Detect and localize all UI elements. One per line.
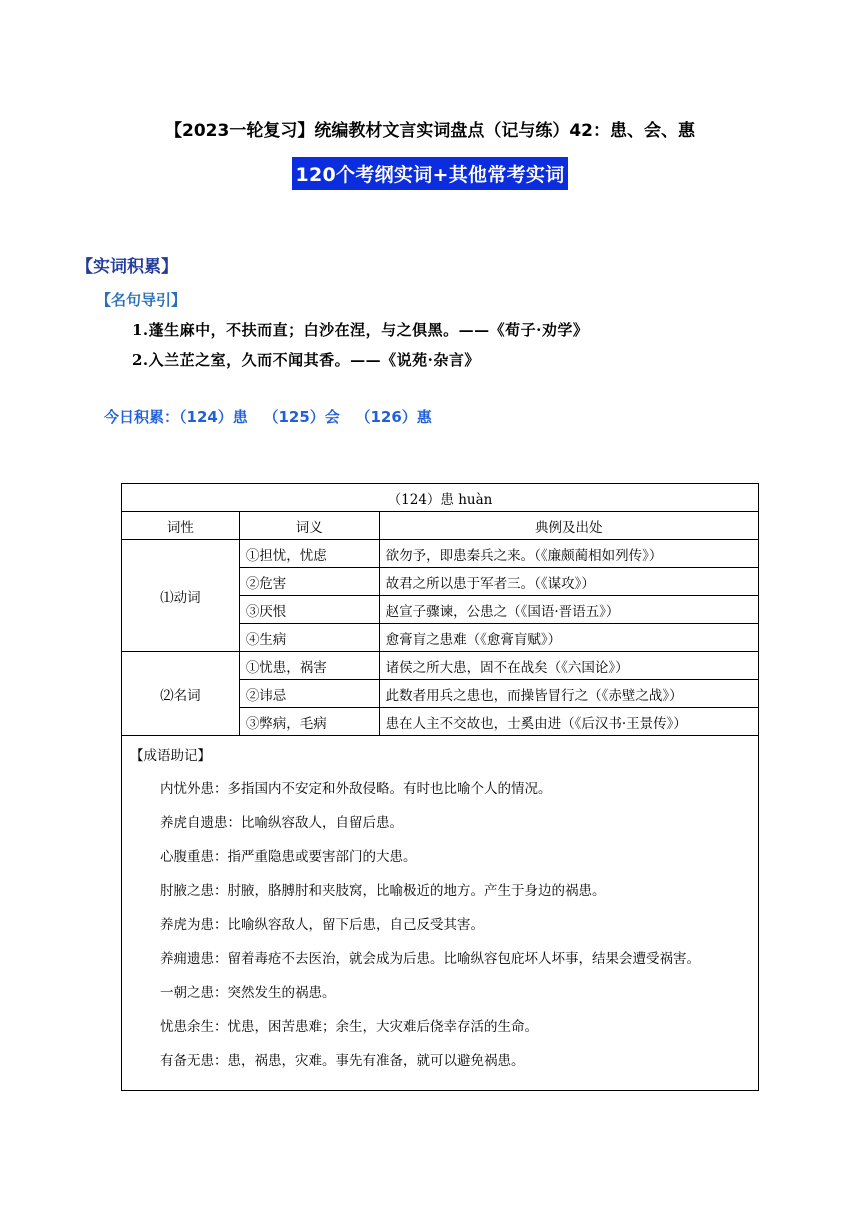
quote-line: 2.入兰芷之室，久而不闻其香。——《说苑·杂言》 bbox=[132, 351, 480, 369]
meaning-cell: ①忧患，祸害 bbox=[239, 652, 379, 680]
idiom-item: 养痈遗患：留着毒疮不去医治，就会成为后患。比喻纵容包庇坏人坏事，结果会遭受祸害。 bbox=[160, 951, 700, 967]
idiom-item: 心腹重患：指严重隐患或要害部门的大患。 bbox=[160, 849, 417, 865]
idiom-section bbox=[122, 736, 759, 1091]
idiom-item: 肘腋之患：肘腋，胳膊肘和夹肢窝，比喻极近的地方。产生于身边的祸患。 bbox=[160, 883, 606, 899]
pos-cell: ⑴动词 bbox=[122, 540, 240, 652]
table-row bbox=[122, 540, 759, 568]
example-cell: 诸侯之所大患，固不在战矣（《六国论》） bbox=[379, 652, 758, 680]
idiom-item: 内忧外患：多指国内不安定和外敌侵略。有时也比喻个人的情况。 bbox=[160, 781, 552, 797]
word-table bbox=[121, 483, 759, 1091]
meaning-cell: ④生病 bbox=[239, 624, 379, 652]
idiom-item: 一朝之患：突然发生的祸患。 bbox=[160, 985, 336, 1001]
example-cell: 患在人主不交故也，士奚由进（《后汉书·王景传》） bbox=[379, 708, 758, 736]
banner-container bbox=[0, 157, 860, 190]
document-title: 【2023一轮复习】统编教材文言实词盘点（记与练）42：患、会、惠 bbox=[165, 121, 695, 141]
idiom-item: 养虎为患：比喻纵容敌人，留下后患，自己反受其害。 bbox=[160, 917, 484, 933]
example-cell: 欲勿予，即患秦兵之来。（《廉颇蔺相如列传》） bbox=[379, 540, 758, 568]
column-header-example: 典例及出处 bbox=[379, 512, 758, 540]
example-cell: 故君之所以患于军者三。（《谋攻》） bbox=[379, 568, 758, 596]
quote-line: 1.蓬生麻中，不扶而直；白沙在涅，与之俱黑。——《荀子·劝学》 bbox=[132, 321, 589, 339]
idiom-item: 忧患余生：忧患，困苦患难；余生，大灾难后侥幸存活的生命。 bbox=[160, 1019, 538, 1035]
example-cell: 赵宣子骤谏，公患之（《国语·晋语五》） bbox=[379, 596, 758, 624]
pos-cell: ⑵名词 bbox=[122, 652, 240, 736]
today-accumulation: 今日积累：（124）患 （125）会 （126）惠 bbox=[104, 408, 432, 426]
meaning-cell: ③厌恨 bbox=[239, 596, 379, 624]
idiom-item: 有备无患：患，祸患，灾难。事先有准备，就可以避免祸患。 bbox=[160, 1053, 525, 1069]
example-cell: 此数者用兵之患也，而操皆冒行之（《赤壁之战》） bbox=[379, 680, 758, 708]
meaning-cell: ②危害 bbox=[239, 568, 379, 596]
idiom-title: 【成语助记】 bbox=[130, 748, 211, 764]
meaning-cell: ③弊病，毛病 bbox=[239, 708, 379, 736]
meaning-cell: ①担忧，忧虑 bbox=[239, 540, 379, 568]
column-header-pos: 词性 bbox=[122, 512, 240, 540]
banner: 120个考纲实词+其他常考实词 bbox=[292, 157, 567, 190]
example-cell: 愈膏肓之患难（《愈膏肓赋》） bbox=[379, 624, 758, 652]
meaning-cell: ②讳忌 bbox=[239, 680, 379, 708]
column-header-meaning: 词义 bbox=[239, 512, 379, 540]
section-heading: 【实词积累】 bbox=[76, 257, 178, 277]
table-heading: （124）患 huàn bbox=[122, 484, 759, 512]
idiom-item: 养虎自遗患：比喻纵容敌人，自留后患。 bbox=[160, 815, 403, 831]
sub-heading: 【名句导引】 bbox=[96, 291, 187, 309]
table-row bbox=[122, 652, 759, 680]
